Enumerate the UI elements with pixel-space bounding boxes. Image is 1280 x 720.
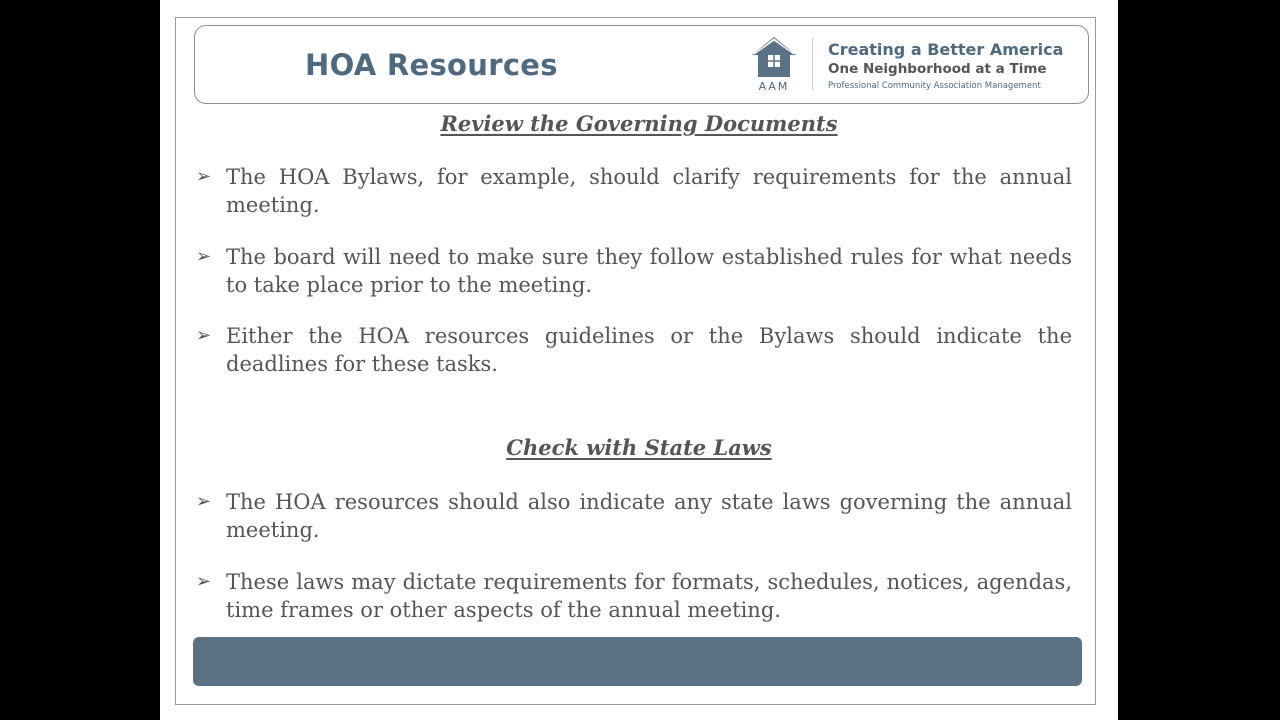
tagline-small: Professional Community Association Management [828,81,1041,91]
section-heading-governing-documents: Review the Governing Documents [440,111,838,136]
section-heading-state-laws: Check with State Laws [506,435,772,460]
bullet-item [196,322,1072,378]
tagline-secondary: One Neighborhood at a Time [828,61,1047,77]
logo-divider [812,38,813,90]
arrow-bullet-icon: ➢ [196,166,212,187]
logo-text: AAM [758,80,790,93]
bullet-text: The HOA resources should also indicate any state laws governing the annual meeting. [226,490,1072,542]
bullet-item [196,568,1072,624]
bullet-text: The HOA Bylaws, for example, should clarify requirements for the annual meeting. [226,165,1072,217]
bullet-text: Either the HOA resources guidelines or the Bylaws should indicate the deadlines for these tasks. [226,324,1072,376]
arrow-bullet-icon: ➢ [196,571,212,592]
arrow-bullet-icon: ➢ [196,325,212,346]
bullet-text: These laws may dictate requirements for formats, schedules, notices, agendas, time frames or other aspects of the annual meeting. [226,570,1072,622]
arrow-bullet-icon: ➢ [196,246,212,267]
bullet-item [196,163,1072,219]
page-title: HOA Resources [305,48,558,82]
house-logo-icon [750,35,800,95]
header-box [194,25,1089,104]
slide [160,0,1118,720]
tagline-main: Creating a Better America [828,40,1064,59]
bullet-item [196,243,1072,299]
footer-bar [193,637,1082,686]
arrow-bullet-icon: ➢ [196,491,212,512]
bullet-text: The board will need to make sure they follow established rules for what needs to take place prior to the meeting. [226,245,1072,297]
bullet-item [196,488,1072,544]
